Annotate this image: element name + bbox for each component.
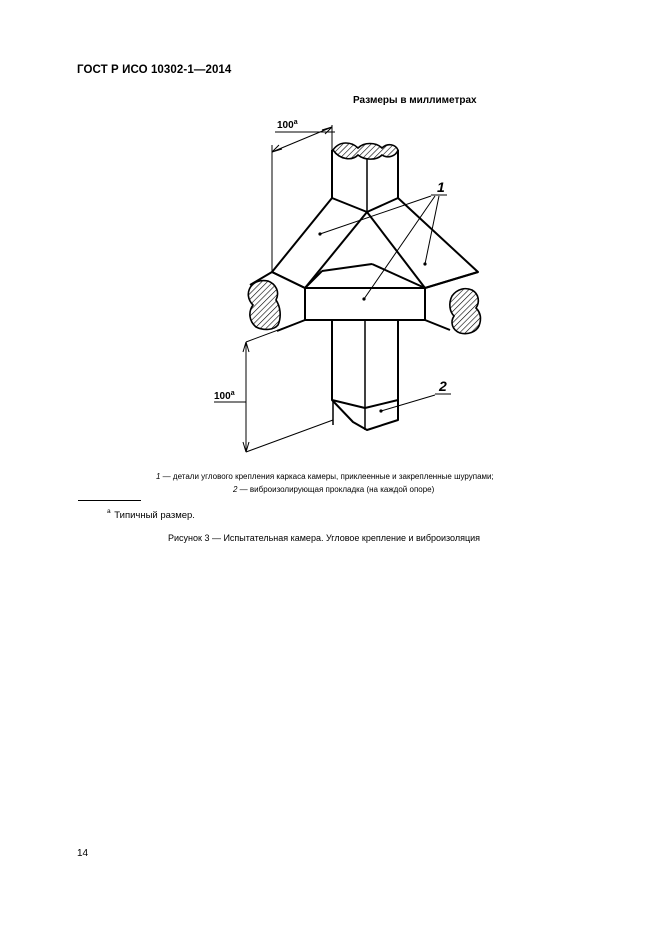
legend-item-1: 1 — детали углового крепления каркаса камеры, приклеенные и закрепленные шурупами; [156, 472, 494, 481]
document-header: ГОСТ Р ИСО 10302-1—2014 [77, 64, 232, 76]
page-number: 14 [77, 848, 89, 859]
footnote-divider [78, 500, 141, 501]
right-gusset [398, 198, 478, 288]
callout-1: 1 [437, 179, 445, 195]
front-plate [305, 288, 425, 320]
figure-caption: Рисунок 3 — Испытательная камера. Угловое крепление и виброизоляция [168, 533, 481, 543]
units-note: Размеры в миллиметрах [353, 95, 477, 106]
legend-item-2: 2 — виброизолирующая прокладка (на каждой опоре) [233, 485, 435, 494]
dimension-top-label: 100$^a$ [277, 119, 298, 131]
callout-2: 2 [439, 378, 447, 394]
left-gusset [272, 198, 332, 288]
footnote: $^a$ Типичный размер. [107, 508, 195, 522]
right-member [425, 272, 478, 288]
dimension-left-label: 100$^a$ [214, 390, 235, 402]
